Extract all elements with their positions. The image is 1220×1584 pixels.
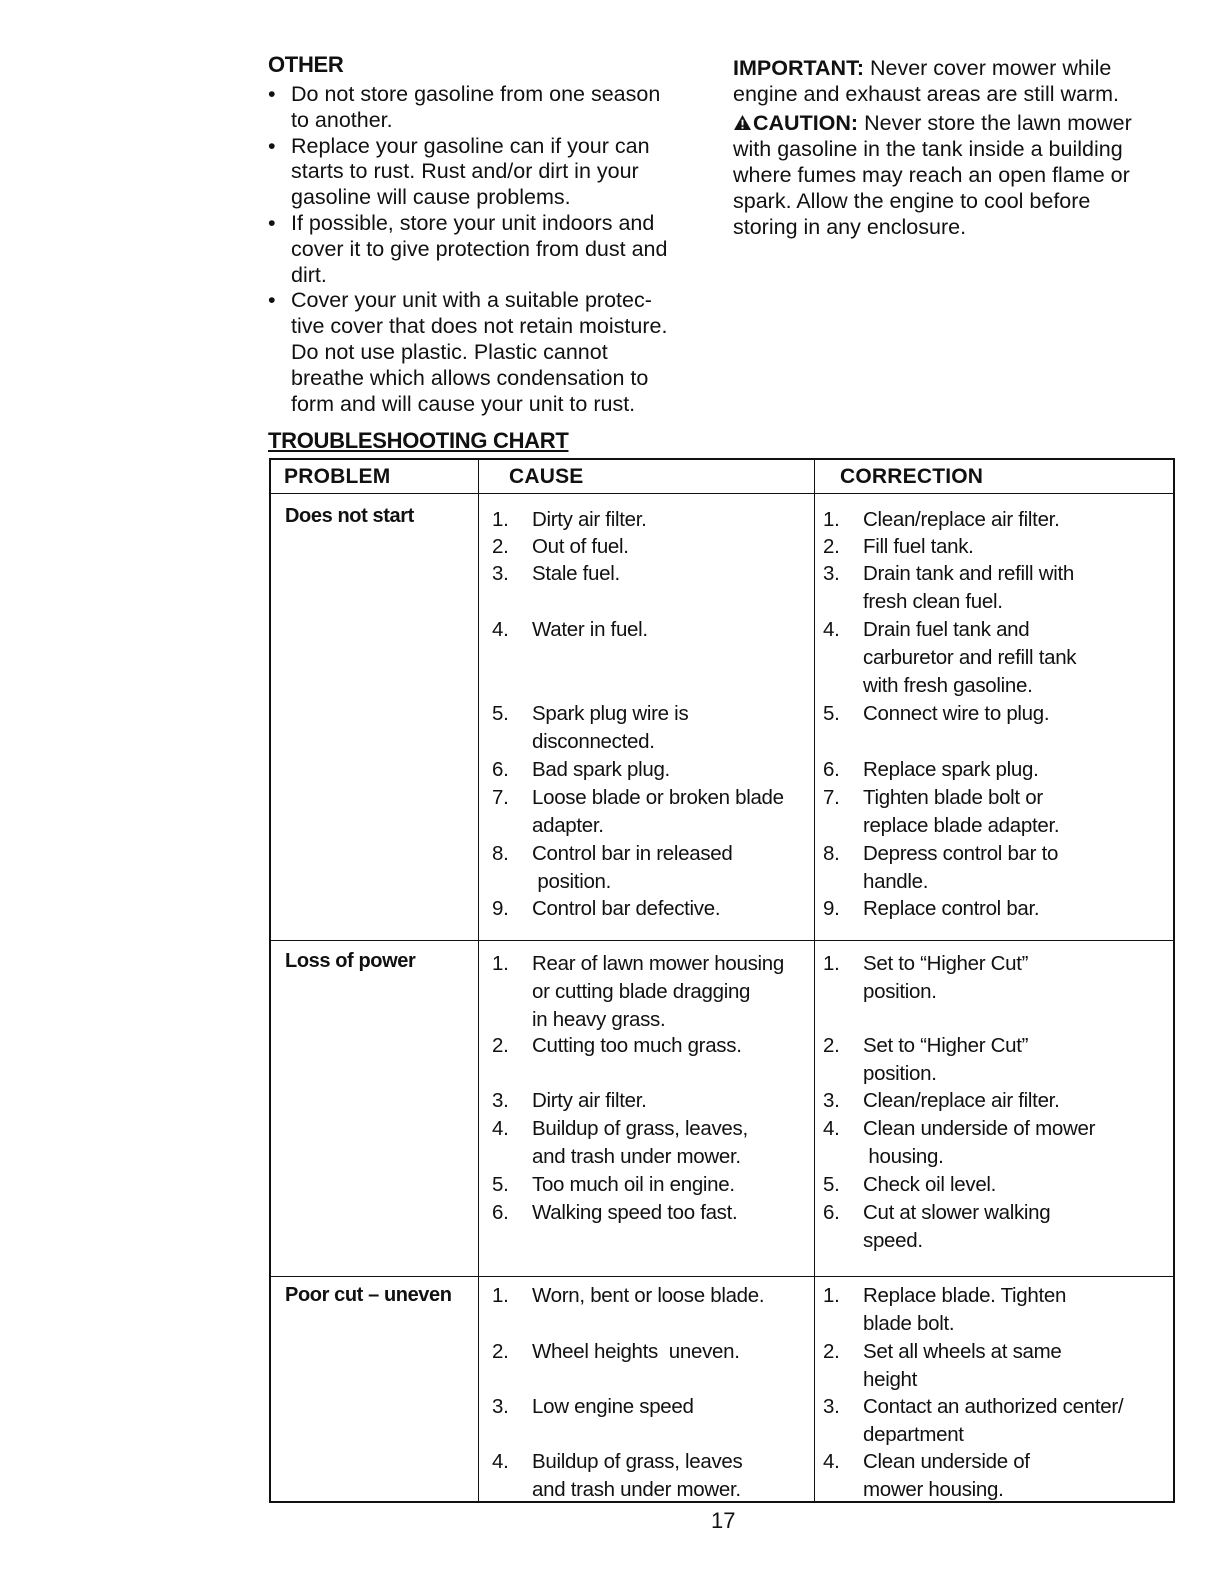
troubleshooting-table <box>269 458 1175 1503</box>
important-label: IMPORTANT: <box>733 56 864 80</box>
other-section <box>268 52 718 417</box>
other-title: OTHER <box>268 52 344 77</box>
bullet-item: • If possible, store your unit indoors and cover it to give protection from dust and dirt. <box>268 211 718 288</box>
correction-text: Drain fuel tank and carburetor and refill tank with fresh gasoline. <box>863 618 1077 697</box>
correction-text: Check oil level. <box>863 1173 997 1196</box>
cause-text: Low engine speed <box>532 1395 694 1418</box>
cause-number: 4. <box>492 618 509 641</box>
correction-text: Depress control bar to handle. <box>863 842 1059 893</box>
correction-number: 1. <box>823 952 840 975</box>
correction-number: 3. <box>823 562 840 585</box>
problem-does-not-start: Does not start <box>285 505 414 527</box>
cause-text: Walking speed too fast. <box>532 1201 738 1224</box>
correction-text: Drain tank and refill with fresh clean fuel. <box>863 562 1074 613</box>
correction-text: Set to “Higher Cut” position. <box>863 1034 1029 1085</box>
correction-number: 2. <box>823 535 840 558</box>
header-correction: CORRECTION <box>840 465 984 488</box>
bullet-item: • Cover your unit with a suitable protec- tive cover that does not retain moisture. Do not use plastic. Plastic cannot breathe which allows condensation to form and will cause your unit to rust. <box>268 288 718 417</box>
warning-triangle-icon <box>733 114 752 131</box>
correction-number: 2. <box>823 1340 840 1363</box>
cause-number: 4. <box>492 1450 509 1473</box>
cause-number: 6. <box>492 1201 509 1224</box>
cause-text: Worn, bent or loose blade. <box>532 1284 765 1307</box>
bullet-item: • Replace your gasoline can if your can starts to rust. Rust and/or dirt in your gasoline will cause problems. <box>268 134 718 211</box>
row-divider <box>271 1276 1173 1277</box>
cause-text: Control bar in released position. <box>532 842 733 893</box>
correction-number: 2. <box>823 1034 840 1057</box>
header-problem: PROBLEM <box>284 465 391 488</box>
cause-text: Wheel heights uneven. <box>532 1340 740 1363</box>
cause-number: 1. <box>492 508 509 531</box>
troubleshooting-title: TROUBLESHOOTING CHART <box>268 428 569 453</box>
cause-text: Loose blade or broken blade adapter. <box>532 786 784 837</box>
header-divider <box>271 493 1173 494</box>
correction-number: 4. <box>823 618 840 641</box>
correction-number: 1. <box>823 508 840 531</box>
cause-number: 2. <box>492 535 509 558</box>
correction-text: Set all wheels at same height <box>863 1340 1062 1391</box>
correction-number: 8. <box>823 842 840 865</box>
cause-number: 5. <box>492 1173 509 1196</box>
correction-text: Connect wire to plug. <box>863 702 1050 725</box>
cause-text: Dirty air filter. <box>532 1089 647 1112</box>
important-note: IMPORTANT: Never cover mower while engine and exhaust areas are still warm. <box>733 56 1120 106</box>
correction-text: Clean underside of mower housing. <box>863 1450 1030 1501</box>
row-divider <box>271 940 1173 941</box>
correction-text: Replace blade. Tighten blade bolt. <box>863 1284 1067 1335</box>
correction-text: Cut at slower walking speed. <box>863 1201 1051 1252</box>
cause-number: 5. <box>492 702 509 725</box>
warnings-section <box>733 55 1183 243</box>
caution-note: CAUTION: Never store the lawn mower with gasoline in the tank inside a building where fumes may reach an open flame or spark. Allow the engine to cool before storing in any enclosure. <box>733 111 1132 239</box>
cause-number: 8. <box>492 842 509 865</box>
correction-text: Contact an authorized center/ department <box>863 1395 1124 1446</box>
cause-number: 2. <box>492 1034 509 1057</box>
cause-number: 4. <box>492 1117 509 1140</box>
correction-text: Fill fuel tank. <box>863 535 974 558</box>
cause-text: Stale fuel. <box>532 562 620 585</box>
cause-text: Buildup of grass, leaves and trash under mower. <box>532 1450 743 1501</box>
correction-text: Clean underside of mower housing. <box>863 1117 1096 1168</box>
cause-number: 1. <box>492 952 509 975</box>
cause-text: Control bar defective. <box>532 897 721 920</box>
cause-number: 3. <box>492 1089 509 1112</box>
caution-label: CAUTION: <box>753 111 859 135</box>
cause-number: 3. <box>492 562 509 585</box>
cause-number: 3. <box>492 1395 509 1418</box>
correction-number: 1. <box>823 1284 840 1307</box>
cause-text: Too much oil in engine. <box>532 1173 735 1196</box>
cause-number: 1. <box>492 1284 509 1307</box>
correction-number: 7. <box>823 786 840 809</box>
correction-number: 5. <box>823 702 840 725</box>
bullet-item: • Do not store gasoline from one season to another. <box>268 82 718 134</box>
cause-text: Cutting too much grass. <box>532 1034 742 1057</box>
correction-text: Clean/replace air filter. <box>863 508 1060 531</box>
cause-text: Dirty air filter. <box>532 508 647 531</box>
cause-text: Water in fuel. <box>532 618 648 641</box>
column-divider <box>814 460 815 1501</box>
correction-number: 9. <box>823 897 840 920</box>
cause-text: Out of fuel. <box>532 535 629 558</box>
cause-text: Bad spark plug. <box>532 758 670 781</box>
cause-number: 7. <box>492 786 509 809</box>
cause-number: 2. <box>492 1340 509 1363</box>
cause-number: 6. <box>492 758 509 781</box>
cause-text: Rear of lawn mower housing or cutting blade dragging in heavy grass. <box>532 952 784 1031</box>
correction-text: Clean/replace air filter. <box>863 1089 1060 1112</box>
correction-number: 6. <box>823 758 840 781</box>
correction-text: Replace spark plug. <box>863 758 1039 781</box>
problem-loss-of-power: Loss of power <box>285 950 416 972</box>
correction-number: 3. <box>823 1395 840 1418</box>
correction-number: 3. <box>823 1089 840 1112</box>
correction-text: Set to “Higher Cut” position. <box>863 952 1029 1003</box>
cause-number: 9. <box>492 897 509 920</box>
problem-poor-cut-uneven: Poor cut – uneven <box>285 1284 452 1306</box>
cause-text: Buildup of grass, leaves, and trash under mower. <box>532 1117 748 1168</box>
correction-text: Tighten blade bolt or replace blade adapter. <box>863 786 1060 837</box>
cause-text: Spark plug wire is disconnected. <box>532 702 689 753</box>
correction-number: 4. <box>823 1450 840 1473</box>
correction-number: 6. <box>823 1201 840 1224</box>
column-divider <box>478 460 479 1501</box>
correction-number: 4. <box>823 1117 840 1140</box>
correction-text: Replace control bar. <box>863 897 1040 920</box>
other-bullet-list <box>268 82 718 417</box>
header-cause: CAUSE <box>509 465 584 488</box>
page-number: 17 <box>711 1508 736 1533</box>
correction-number: 5. <box>823 1173 840 1196</box>
